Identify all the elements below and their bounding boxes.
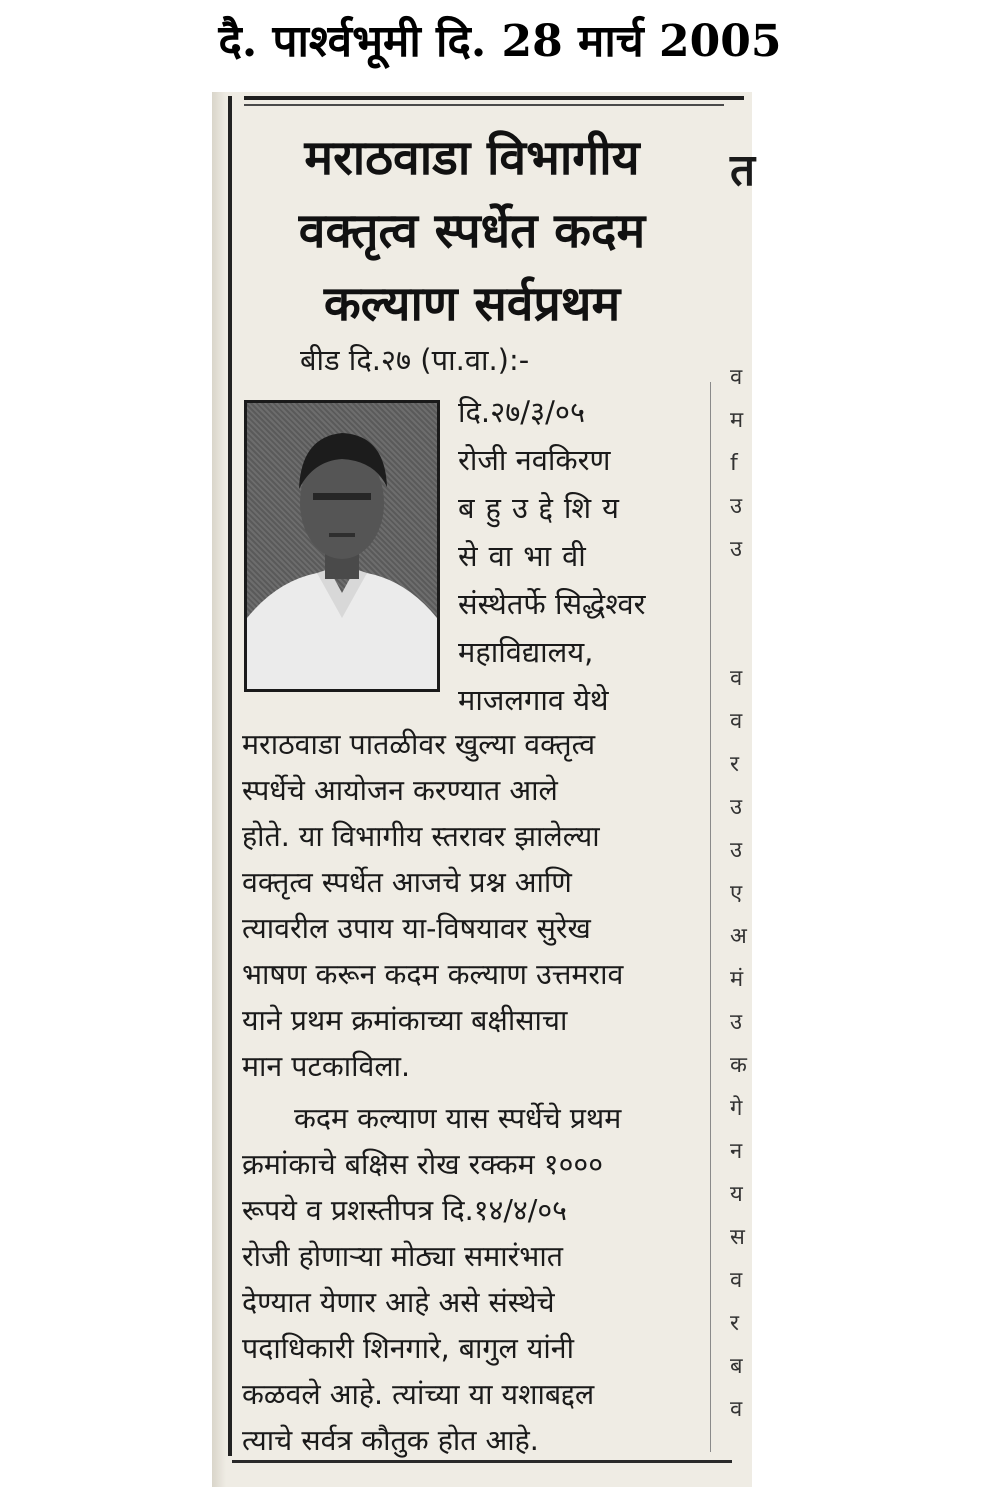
body-line: रूपये व प्रशस्तीपत्र दि.१४/४/०५ xyxy=(242,1194,567,1227)
portrait-figure xyxy=(247,403,437,689)
narrow-line: रोजी नवकिरण xyxy=(458,443,611,477)
top-rule xyxy=(244,96,744,100)
body-line: त्यावरील उपाय या-विषयावर सुरेख xyxy=(242,912,591,945)
narrow-line: माजलगाव येथे xyxy=(458,683,609,717)
body-line: रोजी होणाऱ्या मोठ्या समारंभात xyxy=(242,1240,563,1273)
eyes-shape xyxy=(313,493,371,500)
neighbor-letter xyxy=(730,614,747,657)
headline-line: कल्याण सर्वप्रथम xyxy=(323,276,621,332)
body-line: मान पटकाविला. xyxy=(242,1050,411,1083)
body-line: होते. या विभागीय स्तरावर झालेल्या xyxy=(242,820,600,853)
neighbor-letter: व xyxy=(730,1268,743,1293)
body-line: भाषण करून कदम कल्याण उत्तमराव xyxy=(242,958,624,991)
article-body xyxy=(242,722,702,1464)
neighbor-letter: मं xyxy=(730,967,744,992)
mouth-shape xyxy=(329,533,355,537)
neighbor-letter: र xyxy=(730,1311,739,1336)
intro-narrow-column xyxy=(458,388,698,724)
neighbor-letter: ए xyxy=(730,881,743,906)
headline-line: वक्तृत्व स्पर्धेत कदम xyxy=(298,203,646,259)
neighbor-letter: म xyxy=(730,408,744,433)
neighbor-letter: अ xyxy=(730,924,747,949)
neighbor-letter: व xyxy=(730,709,743,734)
neighbor-letter: ब xyxy=(730,1354,743,1379)
neighbor-letter: उ xyxy=(730,795,743,820)
shirt-shape xyxy=(247,573,437,689)
body-line: पदाधिकारी शिनगारे, बागुल यांनी xyxy=(242,1332,574,1365)
neighbor-letter: उ xyxy=(730,494,743,519)
body-line: कदम कल्याण यास स्पर्धेचे प्रथम xyxy=(294,1102,622,1135)
narrow-line: बहुउद्देशिय xyxy=(458,491,630,525)
neighbor-letter: f xyxy=(730,451,738,476)
neighbor-letter: उ xyxy=(730,537,743,562)
body-line: मराठवाडा पातळीवर खुल्या वक्तृत्व xyxy=(242,728,596,761)
body-line: कळवले आहे. त्यांच्या या यशाबद्दल xyxy=(242,1378,595,1411)
neighbor-letter xyxy=(730,571,747,614)
body-line: स्पर्धेचे आयोजन करण्यात आले xyxy=(242,774,558,807)
column-divider xyxy=(710,382,711,1452)
page-title: दै. पार्श्वभूमी दि. 28 मार्च 2005 xyxy=(218,16,782,67)
body-line: देण्यात येणार आहे असे संस्थेचे xyxy=(242,1286,555,1319)
neighbor-column-fragment xyxy=(720,92,756,1487)
narrow-line: संस्थेतर्फे सिद्धेश्वर xyxy=(458,587,646,621)
body-line: त्याचे सर्वत्र कौतुक होत आहे. xyxy=(242,1424,539,1457)
body-line: क्रमांकाचे बक्षिस रोख रक्कम १००० xyxy=(242,1148,604,1181)
narrow-line: महाविद्यालय, xyxy=(458,635,594,669)
top-rule-thin xyxy=(244,104,724,106)
neighbor-letter: गे xyxy=(730,1096,743,1121)
article-headline xyxy=(242,122,702,341)
neighbor-letter: य xyxy=(730,1182,743,1207)
neighbor-letter: र xyxy=(730,752,739,777)
neighbor-letter: व xyxy=(730,365,743,390)
narrow-line: दि.२७/३/०५ xyxy=(458,395,586,429)
narrow-line: सेवाभावी xyxy=(458,539,597,573)
neighbor-letter: स xyxy=(730,1225,745,1250)
headline-line: मराठवाडा विभागीय xyxy=(304,130,640,186)
neighbor-letters xyxy=(730,356,747,1431)
neighbor-headline-fragment: त xyxy=(730,145,756,196)
neighbor-letter: व xyxy=(730,1397,743,1422)
neighbor-letter: क xyxy=(730,1053,747,1078)
neighbor-letter: उ xyxy=(730,838,743,863)
newspaper-clipping xyxy=(212,92,756,1487)
portrait-photo xyxy=(244,400,440,692)
article-dateline: बीड दि.२७ (पा.वा.):- xyxy=(300,343,530,377)
left-rule xyxy=(228,96,232,1456)
neighbor-letter: उ xyxy=(730,1010,743,1035)
body-line: याने प्रथम क्रमांकाच्या बक्षीसाचा xyxy=(242,1004,568,1037)
clipping-edge-shadow xyxy=(212,92,226,1487)
body-line: वक्तृत्व स्पर्धेत आजचे प्रश्न आणि xyxy=(242,866,572,899)
neighbor-letter: न xyxy=(730,1139,743,1164)
neighbor-letter: व xyxy=(730,666,743,691)
